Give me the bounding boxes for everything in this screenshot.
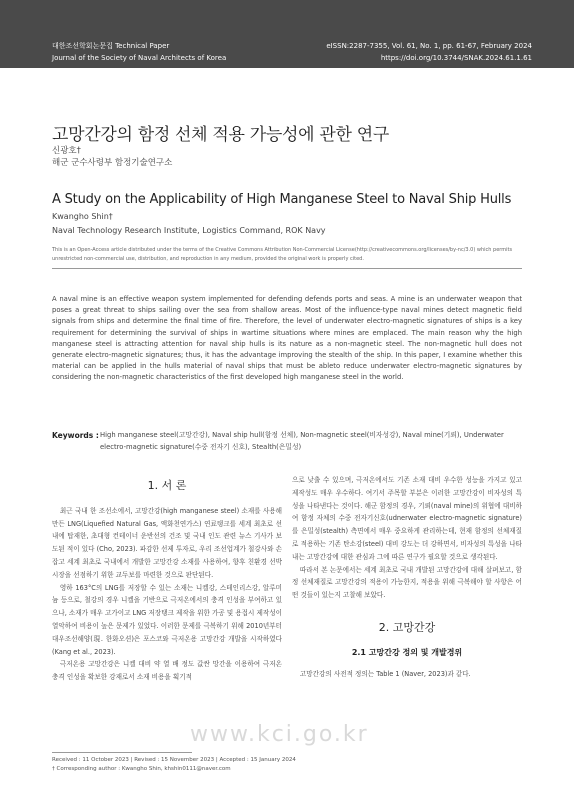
author-block-korean	[52, 145, 172, 169]
author-block-english	[52, 210, 326, 238]
section-1-heading: 1. 서 론	[147, 479, 187, 492]
right-paragraph-3: 고망간강의 사전적 정의는 Table 1 (Naver, 2023)과 같다.	[299, 669, 471, 678]
affiliation-english: Naval Technology Research Institute, Logistics Command, ROK Navy	[52, 226, 326, 235]
title-english: A Study on the Applicability of High Manganese Steel to Naval Ship Hulls	[52, 192, 512, 207]
subsection-2-1-heading: 2.1 고망간강 정의 및 개발경위	[351, 647, 463, 657]
issn-info: eISSN:2287-7355, Vol. 61, No. 1, pp. 61-67, February 2024	[326, 42, 532, 50]
title-korean: 고망간강의 함정 선체 적용 가능성에 관한 연구	[52, 125, 389, 145]
author-name-korean: 신광호†	[52, 146, 81, 156]
left-column	[52, 470, 282, 684]
journal-name	[52, 40, 226, 64]
license-notice: This is an Open-Access article distributed under the terms of the Creative Commons Attribution Non-Commercial License(http://creativecommons.org/licenses/by-nc/3.0) which permits unrestricted non-commercial use, distribution, and reproduction in any medium, provided the original work is properly cited.	[52, 247, 513, 262]
right-paragraph-2: 따라서 본 논문에서는 세계 최초로 국내 개발된 고망간강에 대해 살펴보고, 함정 선체재질로 고망간강의 적용이 가능한지, 적용을 위해 극복해야 할 사항은 어떤 것들이 있는지 고찰해 보았다.	[292, 565, 522, 600]
journal-header-bar	[0, 0, 574, 68]
divider-top	[52, 268, 522, 269]
right-column	[292, 474, 522, 680]
section-1-paragraph-1: 최근 국내 한 조선소에서, 고망간강(high manganese steel) 소재를 사용해 만든 LNG(Liquefied Natural Gas, 액화천연가스) 연료탱크를 세계 최초로 선내에 탑재한, 초대형 컨테이너 운반선의 건조 및 국내 인도 관련 뉴스 기사가 보도된 적이 있다 (Cho, 2023). 파감한 선제 투자로, 우리 조선업계가 철강사와 손잡고 세계 최초로 국내에서 개발한 고망간강 소재를 사용하여, 향후 친환경 선박 시장을 선점하기 위한 교두보를 마련한 것으로 판단된다.	[52, 506, 282, 579]
kci-watermark: www.kci.go.kr	[190, 722, 369, 747]
footer-notes	[52, 756, 296, 774]
keywords-block	[52, 430, 522, 453]
journal-name-en: Journal of the Society of Naval Architects of Korea	[52, 54, 227, 62]
affiliation-korean: 해군 군수사령부 함정기술연구소	[52, 158, 173, 168]
abstract: A naval mine is an effective weapon system implemented for defending defends ports and seas. A mine is an underwater weapon that poses a great threat to ships sailing over the sea from shallow areas. Most of the influence-type naval mines detect magnetic field signals from ships and determine the final time of fire. Therefore, the level of underwater electro-magnetic signatures of ships is a key requirement for determining the survival of ships in wartime situations where mines are emplaced. The main reason why the high manganese steel is attracting attention for naval ship hulls is its nature as a non-magnetic steel. The non-magnetic hull does not generate electro-magnetic signatures; thus, it has the advantage improving the stealth of the ship. In this paper, I examine whether this material can be applied in the hulls material of naval ships that must be ableto reduce underwater electro-magnetic signatures by considering the non-magnetic characteristics of the first developed high manganese steel in the world.	[52, 295, 522, 382]
section-2-heading: 2. 고망간강	[378, 620, 436, 634]
keywords-list: High manganese steel(고망간강), Naval ship hull(함정 선체), Non-magnetic steel(비자성강), Naval mine(기뢰), Underwater electro-magnetic signature(수중 전자기 신호), Stealth(은밀성)	[100, 431, 504, 451]
submission-dates: Received : 11 October 2023 | Revised : 15 November 2023 | Accepted : 15 January 2024	[52, 757, 296, 763]
author-name-english: Kwangho Shin†	[52, 212, 113, 221]
journal-name-ko: 대한조선학회논문집 Technical Paper	[52, 42, 170, 50]
journal-citation	[326, 40, 532, 64]
section-1-paragraph-2: 영하 163°C의 LNG를 저장할 수 있는 소재는 니켈강, 스테인리스강, 알루미늄 등으로, 철강의 경우 니켈을 기반으로 극저온에서의 충격 인성을 부여하고 있으나, 소재가 매우 고가이고 LNG 저장탱크 제작을 위한 가공 및 용접시 제작성이 열악하여 비용이 높은 문제가 있었다. 이러한 문제를 극복하기 위해 2010년부터 대우조선해양(現. 한화오션)은 포스코와 극저온용 고망간강 개발을 시작하였다 (Kang et al., 2023).	[52, 583, 282, 656]
doi-link[interactable]: https://doi.org/10.3744/SNAK.2024.61.1.61	[380, 54, 532, 62]
corresponding-author: † Corresponding author : Kwangho Shin, khshin0111@naver.com	[52, 766, 231, 772]
keywords-label: Keywords :	[52, 431, 99, 440]
right-paragraph-1: 으로 낮출 수 있으며, 극저온에서도 기존 소재 대비 우수한 성능을 가지고 있고 제작성도 매우 우수하다. 여기서 주목할 부분은 이러한 고망간강이 비자성의 특성을 나타낸다는 것이다. 해군 함정의 경우, 기뢰(naval mine)의 위협에 대비하여 함정 자체의 수중 전자기신호(udnerwater electro-magnetic signature)를 은밀성(stealth) 측면에서 매우 중요하게 관리하는데, 현재 함정의 선체재질로 적용하는 기존 탄소강(steel) 대비 강도는 더 강하면서, 비자성의 특성을 나타내는 고망간강에 대한 관심과 그에 따른 연구가 필요할 것으로 생각된다.	[292, 476, 522, 561]
footer-divider	[52, 752, 192, 753]
section-1-paragraph-3: 극저온용 고망간강은 니켈 대비 약 열 배 정도 값싼 망간을 이용하여 극저온 충격 인성을 확보한 강재로서 소재 비용을 획기적	[52, 660, 282, 682]
